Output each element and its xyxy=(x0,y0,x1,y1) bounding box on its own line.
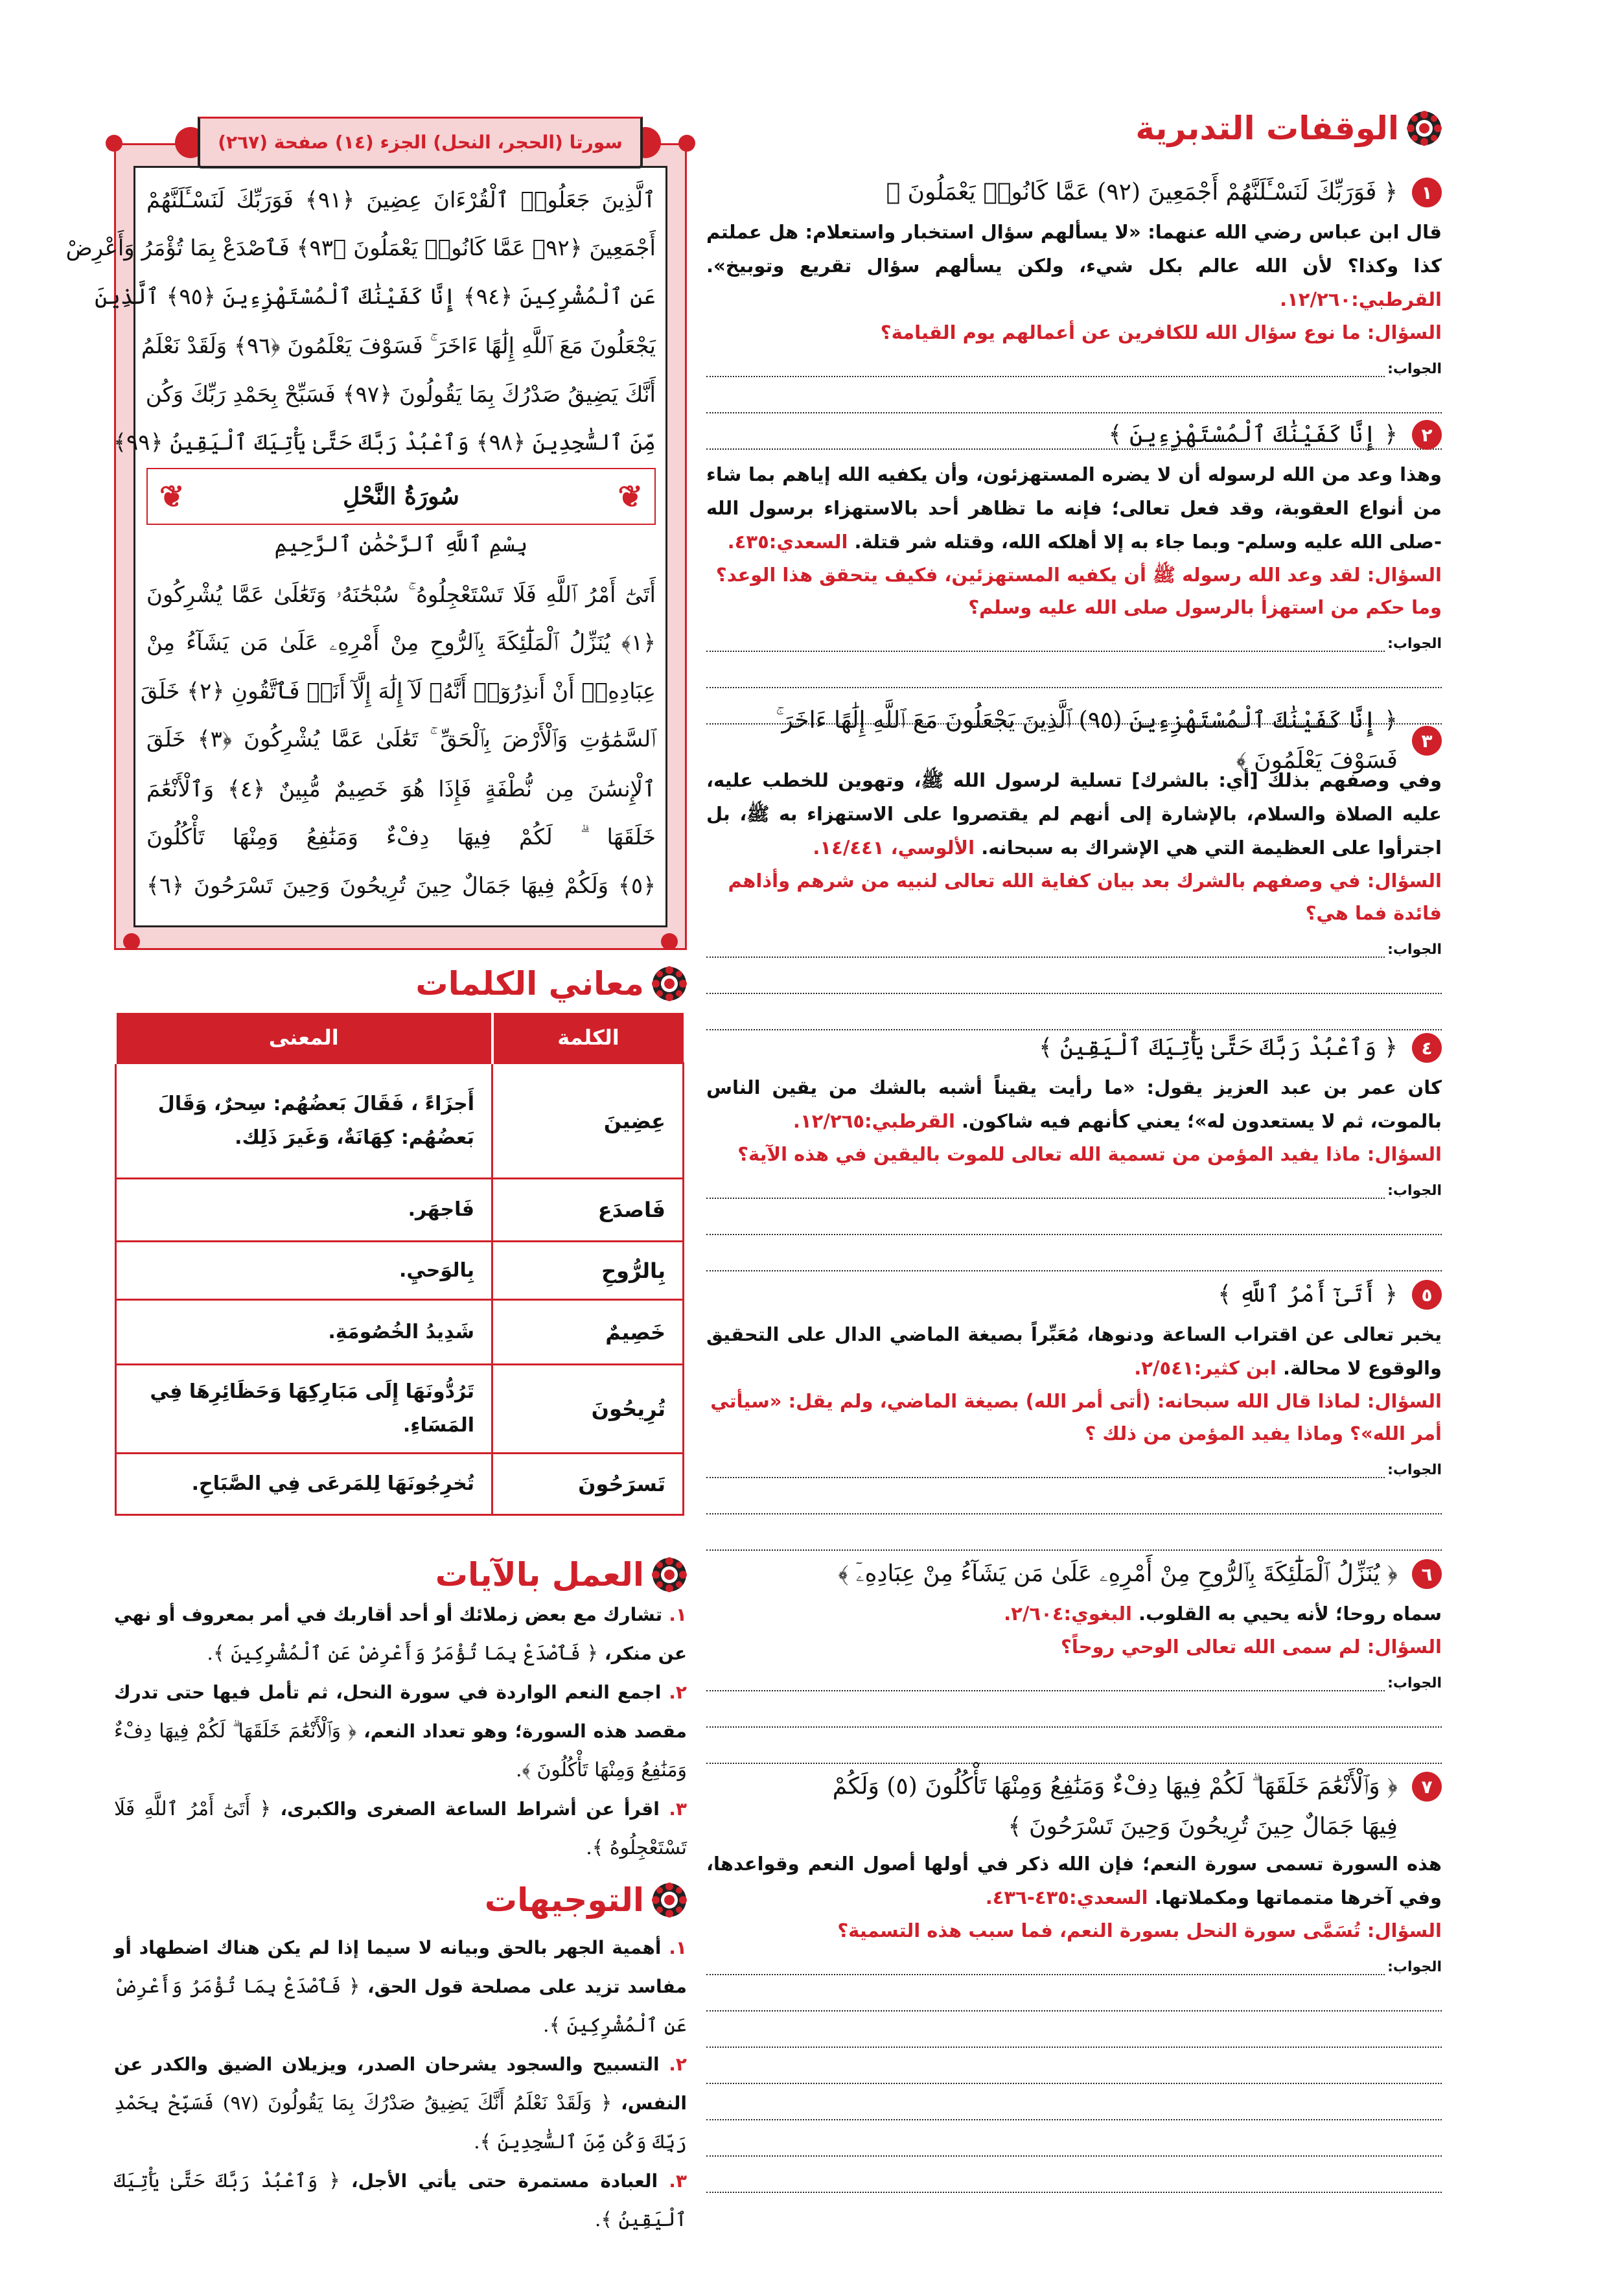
answer-line[interactable] xyxy=(706,1235,1442,1271)
item-number: ٣. xyxy=(669,2170,687,2192)
item-number: ٢. xyxy=(669,1682,687,1703)
commentary-text: وهذا وعد من الله لرسوله أن لا يضره المستهزئون، وأن يكفيه الله إياهم بما شاء من أنواع العقوبة، وقد فعل تعالى؛ فإنه ما تظاهر أحد بالاستهزاء برسول الله -صلى الله عليه وسلم- وبما جاء به إلا أهلكه الله، وقتله شر قتلة. xyxy=(706,463,1442,553)
answer-line[interactable] xyxy=(706,2084,1442,2120)
reflections-title-text: الوقفات التدبرية xyxy=(1135,110,1399,147)
commentary-source: القرطبي:١٢/٢٦٥. xyxy=(792,1110,955,1132)
question: السؤال: لم سمى الله تعالى الوحي روحاً؟ xyxy=(1061,1636,1442,1658)
answer-input[interactable] xyxy=(706,375,1385,377)
quran-verse: ﴿ يُنَزِّلُ ٱلْمَلَٰٓئِكَةَ بِٱلرُّوحِ مِنْ أَمْرِهِۦ عَلَىٰ مَن يَشَآءُ مِنْ عِبَادِهِۦٓ ﴾ xyxy=(838,1560,1398,1587)
question: السؤال: لماذا قال الله سبحانه: (أتى أمر الله) بصيغة الماضي، ولم يقل: «سيأتي أمر الله»؟ وماذا يفيد المؤمن من ذلك ؟ xyxy=(710,1390,1442,1444)
quran-quote: ﴿ فَٱصْدَعْ بِمَا تُؤْمَرُ وَأَعْرِضْ عَنِ ٱلْمُشْرِكِينَ ﴾. xyxy=(207,1642,599,1665)
meanings-title xyxy=(415,964,687,1003)
commentary xyxy=(706,458,1442,559)
answer-line[interactable] xyxy=(706,1975,1442,2012)
answer-line[interactable] xyxy=(706,1728,1442,1764)
quran-quote: ﴿ أَتَىٰٓ أَمْرُ ٱللَّهِ فَلَا تَسْتَعْجِلُوهُ ﴾. xyxy=(114,1798,687,1859)
table-header-row xyxy=(115,1013,684,1063)
table-row xyxy=(115,1300,684,1365)
reflection-item xyxy=(706,707,1442,1030)
item-number-badge: ٢ xyxy=(1412,420,1442,450)
guidance-title-text: التوجيهات xyxy=(484,1881,644,1919)
word-cell: عِضِينَ xyxy=(492,1063,684,1179)
answer-line[interactable] xyxy=(706,2048,1442,2084)
question: السؤال: تُسَمَّى سورة النحل بسورة النعم، فما سبب هذه التسمية؟ xyxy=(837,1919,1442,1942)
column-header-word: الكلمة xyxy=(492,1013,684,1063)
meaning-cell: شَدِيدُ الخُصُومَةِ. xyxy=(115,1300,492,1365)
guidance-item xyxy=(114,2162,687,2240)
quran-quote: ﴿ وَلَقَدْ نَعْلَمُ أَنَّكَ يَضِيقُ صَدْرُكَ بِمَا يَقُولُونَ (٩٧) فَسَبِّحْ بِحَمْدِ رَبِّكَ وَكُن مِّنَ ٱلسَّٰجِدِينَ ﴾. xyxy=(114,2092,687,2153)
guidance-list xyxy=(114,1929,687,2240)
mushaf-line: يَجْعَلُونَ مَعَ ٱللَّهِ إِلَٰهًا ءَاخَرَ ۚ فَسَوْفَ يَعْلَمُونَ ﴿٩٦﴾ وَلَقَدْ نَعْلَمُ xyxy=(141,333,656,359)
question: السؤال: ماذا يفيد المؤمن من تسمية الله تعالى للموت باليقين في هذه الآية؟ xyxy=(737,1143,1442,1165)
column-header-meaning: المعنى xyxy=(115,1013,492,1063)
commentary-source: السعدي:٤٣٥-٤٣٦. xyxy=(985,1886,1148,1908)
reflection-item xyxy=(706,1272,1442,1551)
item-text: تشارك مع بعض زملائك أو أحد أقاربك في أمر بمعروف أو نهي عن منكر، xyxy=(114,1604,687,1664)
reflections-title xyxy=(1135,109,1442,148)
item-text: العبادة مستمرة حتى يأتي الأجل، xyxy=(351,2170,658,2192)
commentary xyxy=(706,1847,1442,1914)
answer-label: الجواب: xyxy=(1387,1462,1442,1478)
mushaf-line: مِّنَ ٱلسَّٰجِدِينَ ﴿٩٨﴾ وَٱعْبُدْ رَبَّكَ حَتَّىٰ يَأْتِيَكَ ٱلْيَقِينُ ﴿٩٩﴾ xyxy=(113,430,656,456)
answer-row xyxy=(706,349,1442,377)
commentary xyxy=(706,763,1442,864)
verse-row xyxy=(706,170,1442,215)
reflection-item xyxy=(706,170,1442,450)
verse-row xyxy=(706,1025,1442,1071)
commentary xyxy=(706,215,1442,316)
item-number: ١. xyxy=(669,1604,688,1625)
quran-quote: ﴿ فَٱصْدَعْ بِمَا تُؤْمَرُ وَأَعْرِضْ عَنِ ٱلْمُشْرِكِينَ ﴾. xyxy=(114,1975,687,2037)
work-list xyxy=(114,1595,687,1868)
item-number-badge: ٤ xyxy=(1412,1033,1442,1063)
answer-label: الجواب: xyxy=(1387,1183,1442,1199)
item-number-badge: ٣ xyxy=(1412,726,1442,756)
item-number: ٣. xyxy=(669,1798,687,1820)
work-title xyxy=(435,1555,687,1594)
guidance-item xyxy=(114,1929,687,2045)
item-number-badge: ٧ xyxy=(1412,1772,1442,1802)
verse-row xyxy=(706,1551,1442,1597)
mushaf-line: أَنَّكَ يَضِيقُ صَدْرُكَ بِمَا يَقُولُونَ ﴿٩٧﴾ فَسَبِّحْ بِحَمْدِ رَبِّكَ وَكُن xyxy=(145,382,656,408)
item-text: التسبيح والسجود يشرحان الصدر، ويزيلان الضيق والكدر عن النفس، xyxy=(114,2054,688,2114)
question: السؤال: لقد وعد الله رسوله ﷺ أن يكفيه المستهزئين، فكيف يتحقق هذا الوعد؟ وما حكم من استهزأ بالرسول صلى الله عليه وسلم؟ xyxy=(715,564,1442,618)
mushaf-line: ﴿٥﴾ وَلَكُمْ فِيهَا جَمَالٌ حِينَ تُرِيحُونَ وَحِينَ تَسْرَحُونَ ﴿٦﴾ xyxy=(146,873,656,899)
commentary xyxy=(706,1597,1442,1630)
answer-line[interactable] xyxy=(706,1691,1442,1728)
mushaf-line: ﴿١﴾ يُنَزِّلُ ٱلْمَلَٰٓئِكَةَ بِٱلرُّوحِ مِنْ أَمْرِهِۦ عَلَىٰ مَن يَشَآءُ مِنْ xyxy=(146,630,656,656)
meaning-cell: أَجزَاءً ، فَقَالَ بَعضُهُم: سِحرٌ، وَقَالَ بَعضُهُم: كِهَانَةٌ، وَغَيرَ ذَلِك. xyxy=(115,1063,492,1179)
verse-row xyxy=(706,707,1442,774)
commentary-text: يخبر تعالى عن اقتراب الساعة ودنوها، مُعَبِّراً بصيغة الماضي الدال على التحقيق والوقوع لا محالة. xyxy=(706,1323,1442,1379)
item-text: اجمع النعم الواردة في سورة النحل، ثم تأمل فيها حتى تدرك مقصد هذه السورة؛ وهو تعداد النعم، xyxy=(114,1682,687,1742)
floral-ornament-icon: ❦ xyxy=(618,479,643,514)
question: السؤال: في وصفهم بالشرك بعد بيان كفاية الله تعالى لنبيه من شرهم وأذاهم فائدة فما هي؟ xyxy=(728,870,1442,924)
question: السؤال: ما نوع سؤال الله للكافرين عن أعمالهم يوم القيامة؟ xyxy=(880,321,1442,343)
answer-row xyxy=(706,1170,1442,1199)
answer-input[interactable] xyxy=(706,956,1385,958)
mushaf-page-header: سورتا (الحجر، النحل) الجزء (١٤) صفحة (٢٦٧) xyxy=(198,117,643,168)
answer-label: الجواب: xyxy=(1387,1675,1442,1691)
reflection-item xyxy=(706,1551,1442,1764)
answer-row xyxy=(706,929,1442,958)
rosette-icon xyxy=(652,1557,687,1592)
table-row xyxy=(115,1365,684,1454)
frame-corner-dot xyxy=(123,933,140,950)
answer-line[interactable] xyxy=(706,377,1442,413)
meaning-cell: تَرُدُّونَهَا إِلَى مَبَارِكِهَا وَحَظَائِرِهَا فِي المَسَاءِ. xyxy=(115,1365,492,1454)
word-cell: تُرِيحُونَ xyxy=(492,1365,684,1454)
commentary-text: كان عمر بن عبد العزيز يقول: «ما رأيت يقيناً أشبه بالشك من يقين الناس بالموت، ثم لا يستعدون له»؛ يعني كأنهم فيه شاكون. xyxy=(706,1076,1442,1132)
meanings-title-text: معاني الكلمات xyxy=(415,965,644,1003)
reflection-item xyxy=(706,412,1442,725)
word-cell: خَصِيمٌ xyxy=(492,1300,684,1365)
quran-quote: ﴿ وَٱعْبُدْ رَبَّكَ حَتَّىٰ يَأْتِيَكَ ٱلْيَقِينُ ﴾. xyxy=(114,2170,687,2231)
mushaf-line: أَجْمَعِينَ ﴿٩٢﴾ عَمَّا كَانُوا۟ يَعْمَلُونَ ﴿٩٣﴾ فَٱصْدَعْ بِمَا تُؤْمَرُ وَأَعْرِضْ xyxy=(65,235,656,261)
word-meanings-table xyxy=(114,1013,684,1516)
floral-ornament-icon: ❦ xyxy=(159,479,185,514)
commentary-source: ابن كثير:٢/٥٤١. xyxy=(1134,1357,1277,1379)
mushaf-line: عَنِ ٱلْمُشْرِكِينَ ﴿٩٤﴾ إِنَّا كَفَيْنَٰكَ ٱلْمُسْتَهْزِءِينَ ﴿٩٥﴾ ٱلَّذِينَ xyxy=(95,284,656,310)
quran-verse: ﴿ إِنَّا كَفَيْنَٰكَ ٱلْمُسْتَهْزِءِينَ ﴾ xyxy=(1108,421,1398,448)
mushaf-line: ٱلسَّمَٰوَٰتِ وَٱلْأَرْضَ بِٱلْحَقِّ ۚ تَعَٰلَىٰ عَمَّا يُشْرِكُونَ ﴿٣﴾ خَلَقَ xyxy=(146,726,656,752)
answer-row xyxy=(706,1450,1442,1478)
quran-verse-continued: فِيهَا جَمَالٌ حِينَ تُرِيحُونَ وَحِينَ تَسْرَحُونَ ﴾ xyxy=(1008,1813,1398,1840)
work-item xyxy=(114,1673,687,1790)
answer-input[interactable] xyxy=(706,650,1385,652)
item-text: اقرأ عن أشراط الساعة الصغرى والكبرى، xyxy=(280,1798,660,1820)
commentary-source: السعدي:٤٣٥. xyxy=(727,531,848,553)
word-cell: تَسرَحُونَ xyxy=(492,1454,684,1515)
commentary xyxy=(706,1071,1442,1138)
table-row xyxy=(115,1179,684,1242)
table-row xyxy=(115,1242,684,1300)
item-text: أهمية الجهر بالحق وبيانه لا سيما إذا لم يكن هناك اضطهاد أو مفاسد تزيد على مصلحة قول الحق، xyxy=(114,1937,687,1997)
quran-quote: ﴿ وَٱلْأَنْعَٰمَ خَلَقَهَا ۗ لَكُمْ فِيهَا دِفْءٌ وَمَنَٰفِعُ وَمِنْهَا تَأْكُلُونَ ﴾. xyxy=(114,1720,687,1781)
answer-line[interactable] xyxy=(706,2157,1442,2193)
answer-input[interactable] xyxy=(706,1476,1385,1478)
commentary-source: البغوي:٢/٦٠٤. xyxy=(1004,1603,1132,1625)
commentary-text: سماه روحا؛ لأنه يحيي به القلوب. xyxy=(1139,1603,1442,1625)
quran-verse: ﴿ وَٱعْبُدْ رَبَّكَ حَتَّىٰ يَأْتِيَكَ ٱلْيَقِينُ ﴾ xyxy=(1039,1034,1398,1061)
answer-label: الجواب: xyxy=(1387,361,1442,377)
answer-label: الجواب: xyxy=(1387,1959,1442,1975)
rosette-icon xyxy=(1407,111,1442,146)
answer-line[interactable] xyxy=(706,1478,1442,1514)
item-number: ٢. xyxy=(669,2054,688,2075)
answer-input[interactable] xyxy=(706,1689,1385,1691)
item-number: ١. xyxy=(669,1937,687,1958)
answer-line[interactable] xyxy=(706,958,1442,994)
answer-row xyxy=(706,1663,1442,1691)
basmala: بِسْمِ ٱللَّهِ ٱلرَّحْمَٰنِ ٱلرَّحِيمِ xyxy=(274,531,528,557)
meaning-cell: تُخرِجُونَهَا لِلمَرعَى فِي الصَّبَاحِ. xyxy=(115,1454,492,1515)
answer-line[interactable] xyxy=(706,1514,1442,1551)
answer-row xyxy=(706,1947,1442,1975)
work-item xyxy=(114,1790,687,1868)
rosette-icon xyxy=(652,1883,687,1918)
quran-verse: ﴿ فَوَرَبِّكَ لَنَسْـَٔلَنَّهُمْ أَجْمَعِينَ (٩٢) عَمَّا كَانُوا۟ يَعْمَلُونَ ﴾ xyxy=(886,179,1398,205)
answer-label: الجواب: xyxy=(1387,942,1442,958)
meaning-cell: بِالوَحيِ. xyxy=(115,1242,492,1300)
answer-line[interactable] xyxy=(706,2120,1442,2157)
guidance-item xyxy=(114,2045,687,2162)
quran-verse: ﴿ وَٱلْأَنْعَٰمَ خَلَقَهَا ۗ لَكُمْ فِيهَا دِفْءٌ وَمَنَٰفِعُ وَمِنْهَا تَأْكُلُونَ (٥) وَلَكُمْ xyxy=(832,1773,1398,1800)
surah-banner xyxy=(146,468,656,525)
answer-line[interactable] xyxy=(706,2012,1442,2048)
frame-corner-dot xyxy=(661,933,678,950)
commentary-text: هذه السورة تسمى سورة النعم؛ فإن الله ذكر في أولها أصول النعم وقواعدها، وفي آخرها متمماتها ومكملاتها. xyxy=(706,1853,1442,1908)
word-cell: بِالرُّوحِ xyxy=(492,1242,684,1300)
item-number-badge: ٦ xyxy=(1412,1559,1442,1589)
mushaf-line: ٱلْإِنسَٰنَ مِن نُّطْفَةٍ فَإِذَا هُوَ خَصِيمٌ مُّبِينٌ ﴿٤﴾ وَٱلْأَنْعَٰمَ xyxy=(146,776,656,802)
work-title-text: العمل بالآيات xyxy=(435,1556,644,1594)
answer-line[interactable] xyxy=(706,652,1442,688)
verse-row xyxy=(706,1764,1442,1809)
answer-input[interactable] xyxy=(706,1973,1385,1975)
mushaf-line: أَتَىٰٓ أَمْرُ ٱللَّهِ فَلَا تَسْتَعْجِلُوهُ ۚ سُبْحَٰنَهُۥ وَتَعَٰلَىٰ عَمَّا يُشْرِكُونَ xyxy=(146,582,656,608)
table-row xyxy=(115,1454,684,1515)
frame-corner-dot xyxy=(106,135,122,152)
frame-corner-dot xyxy=(678,135,695,152)
commentary xyxy=(706,1317,1442,1385)
answer-row xyxy=(706,623,1442,652)
rosette-icon xyxy=(652,966,687,1001)
quran-verse: ﴿ أَتَىٰٓ أَمْرُ ٱللَّهِ ﴾ xyxy=(1218,1281,1398,1308)
commentary-source: القرطبي:١٢/٢٦٠. xyxy=(1280,288,1442,310)
commentary-source: الألوسي، ١٤/٤٤١. xyxy=(813,837,975,859)
word-cell: فَاصدَع xyxy=(492,1179,684,1242)
reflection-item xyxy=(706,1764,1442,2193)
answer-input[interactable] xyxy=(706,1197,1385,1199)
commentary-text: قال ابن عباس رضي الله عنهما: «لا يسألهم سؤال استخبار واستعلام: هل عملتم كذا وكذا؟ لأن الله عالم بكل شيء، ولكن يسألهم سؤال تقريع وتوبيخ». xyxy=(706,221,1442,277)
answer-label: الجواب: xyxy=(1387,636,1442,652)
reflection-item xyxy=(706,1025,1442,1271)
guidance-title xyxy=(485,1881,687,1919)
surah-name: سُورَةُ النَّحْلِ xyxy=(343,483,459,510)
mushaf-line: خَلَقَهَا ۗ لَكُمْ فِيهَا دِفْءٌ وَمَنَٰفِعُ وَمِنْهَا تَأْكُلُونَ xyxy=(146,824,656,850)
verse-row xyxy=(706,412,1442,458)
item-number-badge: ١ xyxy=(1412,178,1442,207)
verse-row xyxy=(706,1272,1442,1317)
meaning-cell: فَاجهَر. xyxy=(115,1179,492,1242)
work-item xyxy=(114,1595,687,1673)
answer-line[interactable] xyxy=(706,1199,1442,1235)
quran-verse: ﴿ إِنَّا كَفَيْنَٰكَ ٱلْمُسْتَهْزِءِينَ (٩٥) ٱلَّذِينَ يَجْعَلُونَ مَعَ ٱللَّهِ إِلَٰهًا ءَاخَرَ ۚ فَسَوْفَ يَعْلَمُونَ ﴾ xyxy=(776,707,1398,774)
table-row xyxy=(115,1063,684,1179)
mushaf-line: ٱلَّذِينَ جَعَلُوا۟ ٱلْقُرْءَانَ عِضِينَ ﴿٩١﴾ فَوَرَبِّكَ لَنَسْـَٔلَنَّهُمْ xyxy=(146,187,656,213)
commentary-text: وفي وصفهم بذلك [أي: بالشرك] تسلية لرسول الله ﷺ، وتهوين للخطب عليه، عليه الصلاة والسلام، بالإشارة إلى أنهم لم يقتصروا على الاستهزاء به ﷺ، بل اجترأوا على العظيمة التي هي الإشراك به سبحانه. xyxy=(706,769,1442,859)
mushaf-line: عِبَادِهِۦٓ أَنْ أَنذِرُوٓا۟ أَنَّهُۥ لَآ إِلَٰهَ إِلَّآ أَنَا۠ فَٱتَّقُونِ ﴿٢﴾ خَلَقَ xyxy=(140,678,656,704)
item-number-badge: ٥ xyxy=(1412,1280,1442,1310)
